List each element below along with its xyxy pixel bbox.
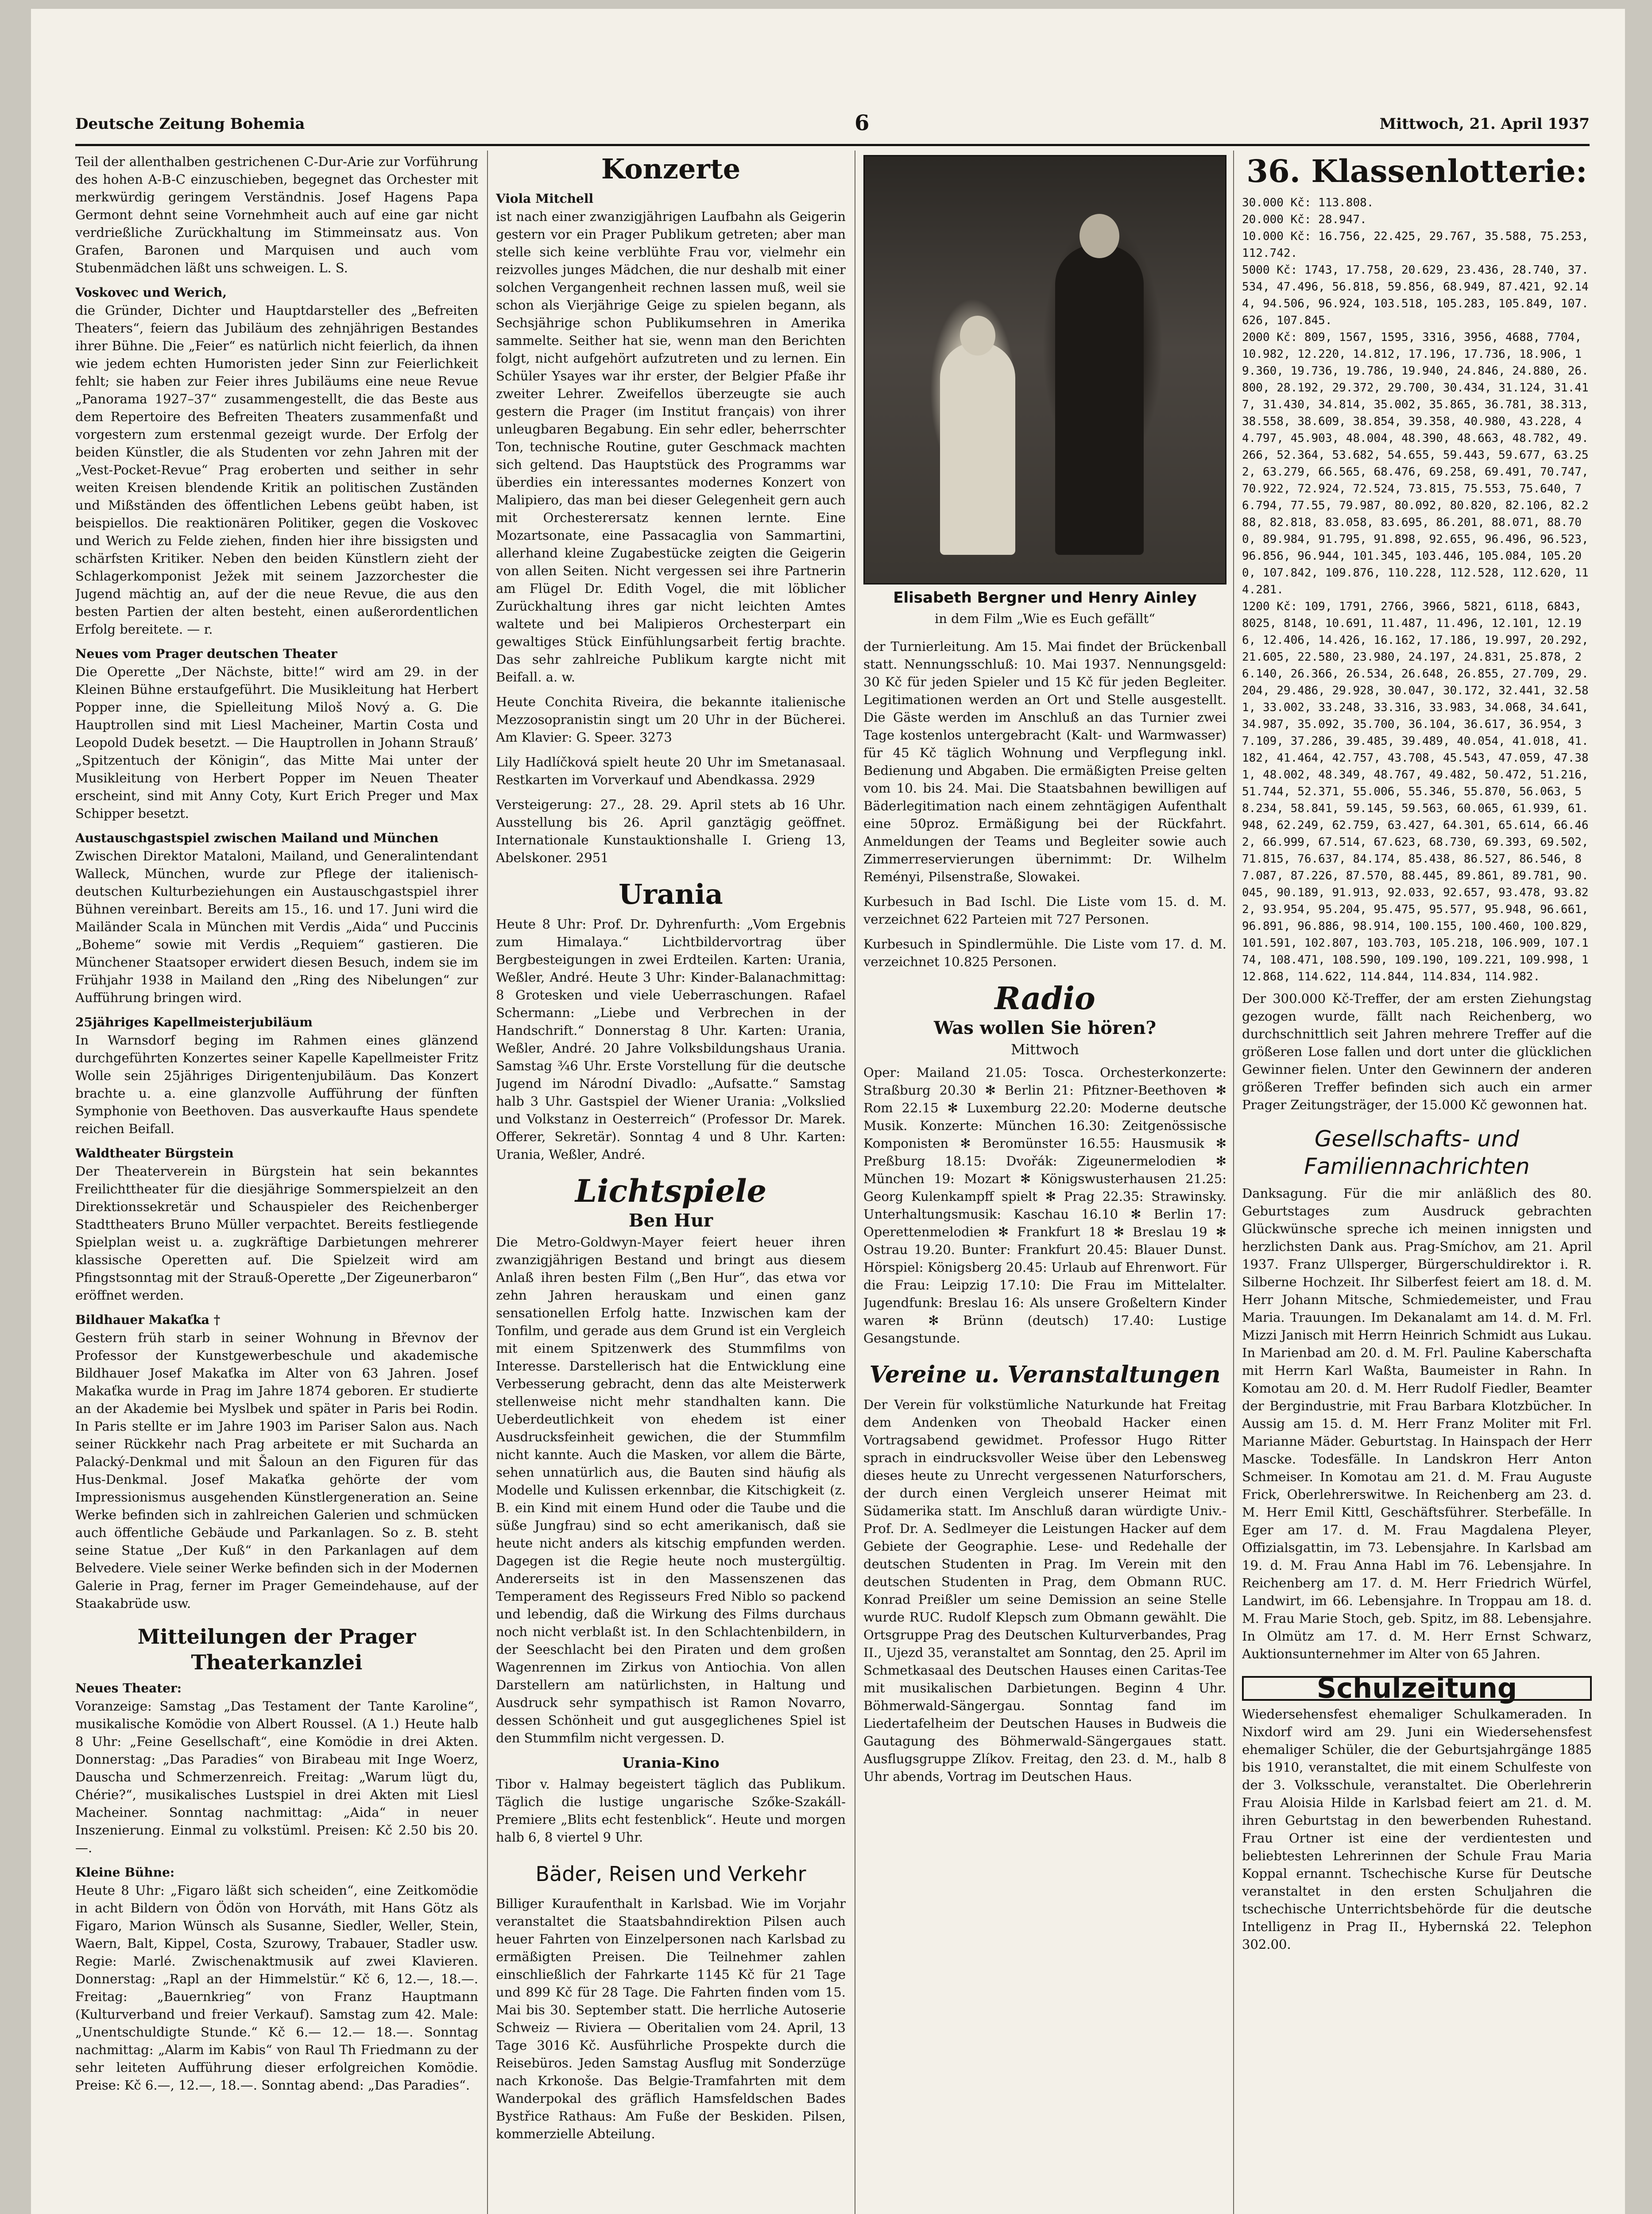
photo-caption: in dem Film „Wie es Euch gefällt“ <box>935 611 1155 626</box>
page-header <box>75 111 1590 142</box>
subsection-title: Neues Theater: <box>75 1681 182 1695</box>
radio-day: Mittwoch <box>1011 1041 1079 1058</box>
section-heading-radio: Radio <box>994 980 1095 1017</box>
article-title: Neues vom Prager deutschen Theater <box>75 646 337 661</box>
section-heading-konzerte: Konzerte <box>601 153 741 185</box>
article-title: Urania-Kino <box>622 1754 720 1771</box>
photo-figure <box>960 316 995 356</box>
article-title: Ben Hur <box>628 1210 713 1231</box>
issue-date: Mittwoch, 21. April 1937 <box>1379 115 1590 133</box>
article-body: Gestern früh starb in seiner Wohnung in Břevnov der Professor der Kunstgewerbeschule und akademische Bildhauer Josef Makaťka im Alter von 63 Jahren. Josef Makaťka wurde in Prag im Jahre 1874 geboren. Er studierte an der Akademie bei Myslbek und später in Paris bei Rodin. In Paris stellte er im Jahre 1903 im Pariser Salon aus. Nach seiner Rückkehr nach Prag arbeitete er mit Suchardа an Palacký-Denkmal und mit Šaloun an den Figuren für das Hus-Denkmal. Josef Makaťka gehörte der vom Impressionismus ausgehenden Künstlergeneration an. Seine Werke befinden sich in zahlreichen Galerien und schmücken auch öffentliche Gebäude und Parkanlagen. So z. B. steht seine Statue „Der Kuß“ in den Parkanlagen auf dem Belvedere. Viele seiner Werke befinden sich in der Modernen Galerie in Prag, ferner im Prager Gemeindehause, auf der Staakabrüde usw. <box>75 1330 478 1611</box>
lottery-note: Der 300.000 Kč-Treffer, der am ersten Ziehungstag gezogen wurde, fällt nach Reichenberg, wo durchschnittlich seit Jahren mehrere Treffer auf die größeren Lose fallen und dort unter die glücklichen Gewinner fielen. Unter den Gewinnern der anderen größeren Treffer befinden sich auch ein armer Prager Zeitungsträger, der 15.000 Kč gewonnen hat. <box>1242 991 1592 1112</box>
notice: Versteigerung: 27., 28. 29. April stets ab 16 Uhr. Ausstellung bis 26. April ganztägig geöffnet. Internationale Kunstauktionshalle I. Grieng 13, Abelskoner. 2951 <box>496 797 846 865</box>
photo-figure <box>1079 214 1119 258</box>
article-body: die Gründer, Dichter und Hauptdarsteller des „Befreiten Theaters“, feiern das Jubiläum des zehnjährigen Bestandes ihrer Bühne. Die „Feier“ es natürlich nicht feierlich, da ihnen wie jedem echten Humoristen jeder Sinn zur Feierlichkeit fehlt; sie haben zur Feier ihres Jubiläums eine neue Revue „Panorama 1927–37“ zusammengestellt, die das Beste aus dem Repertoire des Befreiten Theaters zusammenfaßt und vorgestern zum erstenmal gezeigt wurde. Der Erfolg der beiden Künstler, die als Studenten vor zehn Jahren mit der „Vest-Pocket-Revue“ Prag eroberten und seither in sehr weiten Kreisen blendende Kritik an politischen Zuständen und Mißständen des öffentlichen Lebens geübt haben, ist beispiellos. Die reaktionären Politiker, gegen die Voskovec und Werich zu Felde ziehen, finden hier ihre bissigsten und schärfsten Kritiker. Neben den beiden Künstlern zieht der Schlagerkomponist Ježek mit seinem Jazzorchester die Jugend mächtig an, auf der die neue Revue, die aus den besten Partien der alten besteht, einen außerordentlichen Erfolg bereitete. — r. <box>75 303 478 637</box>
article-title: 25jähriges Kapellmeisterjubiläum <box>75 1015 313 1030</box>
article-body: In Warnsdorf beging im Rahmen eines glänzend durchgeführten Konzertes seiner Kapelle Kapellmeister Fritz Wolle sein 25jähriges Dirigentenjubiläum. Das Konzert brachte u. a. eine glanzvolle Aufführung der fünften Symphonie von Beethoven. Das ausverkaufte Haus spendete reichen Beifall. <box>75 1033 478 1136</box>
article-body: Voranzeige: Samstag „Das Testament der Tante Karoline“, musikalische Komödie von Albert Roussel. (A 1.) Heute halb 8 Uhr: „Feine Gesellschaft“, eine Komödie in drei Akten. Donnerstag: „Das Paradies“ von Birabeau mit Inge Woerz, Dauscha und Schmerzenreich. Freitag: „Warum lügt du, Chérie?“, musikalisches Lustspiel in drei Akten mit Liesl Macheiner. Sonntag nachmittag: „Aida“ in neuer Inszenierung. Einmal zu volkstüml. Preisen: Kč 2.50 bis 20.—. <box>75 1699 478 1855</box>
section-heading-schulzeitung: Schulzeitung <box>1242 1676 1592 1701</box>
article-body: Zwischen Direktor Mataloni, Mailand, und Generalintendant Walleck, München, wurde zur Pflege der italienisch-deutschen Kulturbeziehungen ein Austauschgastspiel ihrer Bühnen vereinbart. Bereits am 15., 16. und 17. Juni wird die Mailänder Scala in München mit Verdis „Aida“ und Puccinis „Boheme“ sowie mit Verdis „Requiem“ gastieren. Die Münchener Staatsoper erwidert diesen Besuch, indem sie im Frühjahr 1938 in Mailand den „Ring des Nibelungen“ zur Aufführung bringen wird. <box>75 848 478 1005</box>
photo-caption-title: Elisabeth Bergner und Henry Ainley <box>893 589 1197 607</box>
section-heading-vereine: Vereine u. Veranstaltungen <box>869 1361 1221 1388</box>
film-still-photo <box>863 155 1226 584</box>
article-title: Viola Mitchell <box>496 191 594 206</box>
article-body: Heute 8 Uhr: Prof. Dr. Dyhrenfurth: „Vom Ergebnis zum Himalaya.“ Lichtbildervortrag über Bergbesteigungen in zwei Erdteilen. Karten: Urania, Weßler, André. Heute 3 Uhr: Kinder-Balanachmittag: 8 Grotesken und viele Ueberraschungen. Rafael Schermann: „Liebe und Verbrechen in der Handschrift.“ Donnerstag 8 Uhr. Karten: Urania, Weßler, André. 20 Jahre Volksbildungshaus Urania. Samstag ¾6 Uhr. Erste Vorstellung für die deutsche Jugend im Národní Divadlo: „Aufsatte.“ Samstag halb 3 Uhr. Gastspiel der Wiener Urania: „Volkslied und Volkstanz in Oesterreich“ (Professor Dr. Marek. Offerer, Sekretär). Sonntag 4 und 8 Uhr. Karten: Urania, Weßler, André. <box>496 917 846 1162</box>
section-heading-baeder: Bäder, Reisen und Verkehr <box>535 1862 806 1886</box>
article-title: Voskovec und Werich, <box>75 285 227 300</box>
article-body: ist nach einer zwanzigjährigen Laufbahn als Geigerin gestern vor ein Prager Publikum getreten; aber man stelle sich keine verblühte Frau vor, vielmehr ein reizvolles junges Mädchen, die nur deshalb mit einer solchen Vergangenheit rechnen lassen muß, weil sie schon als Vierjährige Geige zu spielen begann, als Sechsjährige schon Publikumsehren in Amerika sammelte. Seither hat sie, wenn man den Berichten folgt, nicht aufgehört aufzutreten und zu lernen. Ein Schüler Ysayes war ihr erster, der Belgier Pfaße ihr zweiter Lehrer. Zweifellos überzeugte sie auch gestern die Prager (im Institut français) von ihrer unleugbaren Begabung. Ein sehr edler, beherrschter Ton, technische Routine, guter Geschmack machten sich geltend. Das Hauptstück des Programms war überdies ein interessantes modernes Konzert von Malipiero, das man bei dieser Gelegenheit gern auch mit Orchesterersatz kennen lernte. Eine Mozartsonate, eine Passacaglia von Sammartini, allerhand kleine Zugabestücke zeigten die Geigerin von allen Seiten. Nicht vergessen sei ihre Partnerin am Flügel Dr. Edith Vogel, die mit löblicher Zurückhaltung ihres gar nicht leichten Amtes waltete und bei Malipieros Orchesterpart ein gewaltiges Stück Einfühlungsarbeit fertig brachte. Das sehr zahlreiche Publikum kargte nicht mit Beifall. a. w. <box>496 209 846 685</box>
lottery-line: 20.000 Kč: 28.947. <box>1242 213 1367 226</box>
column-divider <box>487 151 488 2214</box>
radio-subtitle: Was wollen Sie hören? <box>933 1018 1157 1038</box>
newspaper-name: Deutsche Zeitung Bohemia <box>75 115 305 133</box>
section-heading-urania: Urania <box>619 878 723 910</box>
lottery-line: 2000 Kč: 809, 1567, 1595, 3316, 3956, 4688, 7704, 10.982, 12.220, 14.812, 17.196, 17.736, 18.906, 19.360, 19.736, 19.786, 19.940, 24.846, 24.880, 26.800, 28.192, 29.372, 29.700, 30.434, 31.124, 31.417, 31.430, 34.814, 35.002, 35.865, 36.781, 38.313, 38.558, 38.609, 38.854, 39.358, 40.980, 43.228, 44.797, 45.903, 48.004, 48.390, 48.663, 48.782, 49.266, 52.364, 53.682, 54.655, 59.443, 59.677, 63.252, 63.279, 66.565, 68.476, 69.258, 69.491, 70.747, 70.922, 72.924, 72.524, 73.815, 75.553, 75.640, 76.794, 77.55, 79.987, 80.092, 80.820, 82.106, 82.288, 82.818, 83.058, 83.695, 86.201, 88.071, 88.700, 89.984, 91.795, 91.898, 92.655, 96.496, 96.523, 96.856, 96.944, 101.345, 103.446, 105.084, 105.200, 107.842, 109.876, 110.228, 112.528, 112.620, 114.281. <box>1242 331 1589 596</box>
header-rule <box>75 144 1590 146</box>
column-1 <box>75 153 478 2214</box>
page-number: 6 <box>855 111 870 135</box>
article-body: Der Verein für volkstümliche Naturkunde hat Freitag dem Andenken von Theobald Hacker einen Vortragsabend gewidmet. Professor Hugo Ritter sprach in eindrucksvoller Weise über den Lebensweg dieses heute zu Unrecht vergessenen Naturforschers, der durch einen Vergleich unserer Heimat mit Südamerika statt. Im Anschluß daran würdigte Univ.-Prof. Dr. A. Sedlmeyer die Leistungen Hacker auf dem Gebiete der Geographie. Lese- und Redehalle der deutschen Studenten in Prag. Im Verein mit den deutschen Studenten in Prag, dem Obmann RUC. Konrad Preißler um seine Demission an seine Stelle wurde RUC. Rudolf Klepsch zum Obmann gewählt. Die Ortsgruppe Prag des Deutschen Kulturverbandes, Prag II., Ujezd 35, veranstaltet am Sonntag, den 25. April im Schmetkasaal des Deutschen Hauses einen Caritas-Tee mit musikalischen Darbietungen. Beginn 4 Uhr. Böhmerwald-Sängergau. Sonntag fand im Liedertafelheim der Deutschen Hauses in Budweis die Gautagung des Böhmerwald-Sängergaues statt. Ausflugsgruppe Zlíkov. Freitag, den 23. d. M., halb 8 Uhr abends, Vortrag im Deutschen Haus. <box>863 1397 1226 1784</box>
notice: Kurbesuch in Bad Ischl. Die Liste vom 15. d. M. verzeichnet 622 Parteien mit 727 Personen. <box>863 894 1226 927</box>
radio-program: Oper: Mailand 21.05: Tosca. Orchesterkonzerte: Straßburg 20.30 ✻ Berlin 21: Pfitzner-Beethoven ✻ Rom 22.15 ✻ Luxemburg 22.20: Moderne deutsche Musik. Konzerte: München 16.30: Zeitgenössische Komponisten ✻ Beromünster 16.55: Hausmusik ✻ Preßburg 18.15: Dvořák: Zigeunermelodien ✻ München 19: Mozart ✻ Königswusterhausen 21.25: Georg Kulenkampff spielt ✻ Prag 22.35: Strawinsky. Unterhaltungsmusik: Kaschau 16.10 ✻ Berlin 17: Operettenmelodien ✻ Frankfurt 18 ✻ Breslau 19 ✻ Ostrau 19.20. Bunter: Frankfurt 20.45: Blauer Dunst. Hörspiel: Königsberg 20.45: Urlaub auf Ehrenwort. Für die Frau: Leipzig 17.10: Die Frau im Mittelalter. Jugendfunk: Breslau 16: Als unsere Großeltern Kinder waren ✻ Brünn (deutsch) 17.40: Lustige Gesangstunde. <box>863 1065 1226 1346</box>
column-2 <box>496 153 846 2214</box>
article-body: Heute 8 Uhr: „Figaro läßt sich scheiden“, eine Zeitkomödie in acht Bildern von Ödön von Horváth, mit Hans Götz als Figaro, Marion Wünsch als Susanne, Siedler, Weller, Stein, Waern, Balt, Kippel, Costa, Szurowy, Trabauer, Stadler usw. Regie: Marlé. Zwischenaktmusik auf zwei Klavieren. Donnerstag: „Rapl an der Himmelstür.“ Kč 6, 12.—, 18.—. Freitag: „Bauernkrieg“ von Franz Hauptmann (Kulturverband und freier Verkauf). Samstag zum 42. Male: „Unentschuldigte Stunde.“ Kč 6.— 12.— 18.—. Sonntag nachmittag: „Alarm im Kabis“ von Raul Th Friedmann zu der sehr leiteten Aufführung dieser erfolgreichen Komödie. Preise: Kč 6.—, 12.—, 18.—. Sonntag abend: „Das Paradies“. <box>75 1883 478 2093</box>
notice: Kurbesuch in Spindlermühle. Die Liste vom 17. d. M. verzeichnet 10.825 Personen. <box>863 937 1226 969</box>
article-body: Danksagung. Für die mir anläßlich des 80. Geburtstages zum Ausdruck gebrachten Glückwünsche spreche ich meinen innigsten und herzlichsten Dank aus. Prag-Smíchov, am 21. April 1937. Franz Ullsperger, Bürgerschuldirektor i. R. Silberne Hochzeit. Ihr Silberfest feiert am 18. d. M. Herr Johann Mitsche, Schmiedemeister, und Frau Maria. Trauungen. Im Dekanalamt am 14. d. M. Frl. Mizzi Janisch mit Herrn Heinrich Schmidt aus Lukau. In Marienbad am 20. d. M. Frl. Pauline Kaberschafta mit Herrn Karl Waßta, Baumeister in Rahn. In Komotau am 20. d. M. Herr Rudolf Fiedler, Beamter der Bergindustrie, mit Frau Barbara Klotzbücher. In Aussig am 15. d. M. Herr Franz Moliter mit Frl. Marianne Mäder. Geburtstag. In Hainspach der Herr Mascke. Todesfälle. In Landskron Herr Anton Schmeiser. In Komotau am 21. d. M. Frau Auguste Frick, Oberlehrerswitwe. In Reichenberg am 23. d. M. Herr Emil Kittl, Geschäftsführer. Sterbefälle. In Eger am 17. d. M. Frau Magdalena Pleyer, Offizialsgattin, im 73. Lebensjahre. In Karlsbad am 19. d. M. Frau Anna Habl im 76. Lebensjahre. In Reichenberg am 17. d. M. Herr Friedrich Würfel, Landwirt, im 66. Lebensjahre. In Troppau am 18. d. M. Frau Marie Stoch, geb. Spitz, im 88. Lebensjahre. In Olmütz am 17. d. M. Herr Ernst Schwarz, Auktionsunternehmer im Alter von 65 Jahren. <box>1242 1186 1592 1661</box>
column-4 <box>1242 153 1592 2214</box>
article-body: Die Metro-Goldwyn-Mayer feiert heuer ihren zwanzigjährigen Bestand und bringt aus diesem Anlaß ihren besten Film („Ben Hur“, das etwa vor zehn Jahren herauskam und einen ganz sensationellen Erfolg hatte. Inzwischen kam der Tonfilm, und gerade aus dem Grund ist ein Vergleich mit einem Spitzenwerk des Stummfilms von Interesse. Darstellerisch hat die Entwicklung eine Verbesserung gebracht, denn das alte Meisterwerk stellenweise nicht mehr standhalten kann. Die Ueberdeutlichkeit von ehedem ist einer Ausdrucksfeinheit gewichen, die der Stummfilm nicht kannte. Auch die Masken, vor allem die Bärte, sehen unnatürlich aus, die Bauten sind häufig als Modelle und Kulissen erkennbar, die Kitschigkeit (z. B. ein Kind mit einem Hund oder die Taube und die süße Jungfrau) sind so echt amerikanisch, daß sie heute nicht anders als kitschig empfunden werden. Dagegen ist die Regie heute noch mustergültig. Andererseits ist in den Massenszenen das Temperament des Regisseurs Fred Niblo so packend und lebendig, daß die Wirkung des Films durchaus noch nicht verblaßt ist. In den Schlachtenbildern, in der Seeschlacht bei den Piraten und dem großen Wagenrennen im Zirkus von Antiochia. Von allen Darstellern am natürlichsten, in Haltung und Ausdruck sehr sympathisch ist Ramon Novarro, dessen Schönheit und gut ausgeglichenes Spiel ist den Stummfilm nicht vergessen. D. <box>496 1235 846 1746</box>
article-body: Die Operette „Der Nächste, bitte!“ wird am 29. in der Kleinen Bühne erstaufgeführt. Die Musikleitung hat Herbert Popper inne, die Spielleitung Miloš Nový a. G. Die Hauptrollen sind mit Liesl Macheiner, Martin Costa und Leopold Dudek besetzt. — Die Hauptrollen in Johann Strauß’ „Spitzentuch der Königin“, das Mitte Mai unter der Musikleitung von Herbert Popper im Neuen Theater erscheint, sind mit Anny Coty, Kurt Erich Preger und Max Schipper besetzt. <box>75 664 478 821</box>
notice: Lily Hadlíčková spielt heute 20 Uhr im Smetanasaal. Restkarten im Vorverkauf und Abendkassa. 2929 <box>496 755 846 787</box>
lottery-line: 5000 Kč: 1743, 17.758, 20.629, 23.436, 28.740, 37.534, 47.496, 56.818, 59.856, 68.949, 87.421, 92.144, 94.506, 96.924, 103.518, 105.283, 105.849, 107.626, 107.845. <box>1242 263 1589 327</box>
photo-figure <box>940 342 1015 555</box>
section-heading-lichtspiele: Lichtspiele <box>575 1173 767 1209</box>
article-body: der Turnierleitung. Am 15. Mai findet der Brückenball statt. Nennungsschluß: 10. Mai 1937. Nennungsgeld: 30 Kč für jeden Spieler und 15 Kč für jeden Begleiter. Legitimationen werden an Ort und Stelle ausgestellt. Die Gäste werden im Anschluß an das Turnier zwei Tage kostenlos untergebracht (Kalt- und Warmwasser) für 45 Kč täglich Wohnung und Verpflegung inkl. Bedienung und Abgaben. Die ermäßigten Preise gelten vom 10. bis 24. Mai. Die Staatsbahnen bewilligen auf Bäderlegitimation nach einem zehntägigen Aufenthalt eine 50proz. Ermäßigung bei der Rückfahrt. Anmeldungen der Teams und Begleiter sowie auch Zimmerreservierungen übernimmt: Dr. Wilhelm Reményi, Pilsenstraße, Slowakei. <box>863 639 1226 884</box>
notice: Heute Conchita Riveira, die bekannte italienische Mezzosopranistin singt um 20 Uhr in der Bücherei. Am Klavier: G. Speer. 3273 <box>496 694 846 745</box>
column-3 <box>863 638 1226 2214</box>
lottery-line: 10.000 Kč: 16.756, 22.425, 29.767, 35.588, 75.253, 112.742. <box>1242 230 1589 260</box>
article-body: Der Theaterverein in Bürgstein hat sein bekanntes Freilichttheater für die diesjährige Sommerspielzeit an den Direktionssekretär und Schauspieler des Reichenberger Stadttheaters Bruno Müller verpachtet. Bereits festliegende Spielplan weist u. a. zugkräftige Darbietungen mehrerer klassische Operetten auf. Die Spielzeit wird am Pfingstsonntag mit der Strauß-Operette „Der Zigeunerbaron“ eröffnet werden. <box>75 1164 478 1303</box>
lottery-heading: 36. Klassenlotterie: <box>1246 153 1587 190</box>
section-heading: Mitteilungen der Prager Theaterkanzlei <box>137 1625 416 1674</box>
article-title: Bildhauer Makaťka † <box>75 1312 221 1327</box>
column-divider <box>1233 151 1234 2214</box>
article-body: Tibor v. Halmay begeistert täglich das Publikum. Täglich die lustige ungarische Szőke-Szakáll-Premiere „Blits echt festenblick“. Heute und morgen halb 6, 8 viertel 9 Uhr. <box>496 1777 846 1845</box>
article-body: Billiger Kuraufenthalt in Karlsbad. Wie im Vorjahr veranstaltet die Staatsbahndirektion Pilsen auch heuer Fahrten von Einzelpersonen nach Karlsbad zu ermäßigten Preisen. Die Teilnehmer zahlen einschließlich der Fahrkarte 1145 Kč für 21 Tage und 899 Kč für 28 Tage. Die Fahrten finden vom 15. Mai bis 30. September statt. Die herrliche Autoserie Schweiz — Riviera — Oberitalien vom 24. April, 13 Tage 3016 Kč. Ausführliche Prospekte durch die Reisebüros. Jeden Samstag Ausflug mit Sonderzüge nach Krkonoše. Das Belgie-Tramfahrten mit dem Wanderpokal des gräflich Hamsfeldschen Bades Bystřice Rathaus: Am Fuße der Beskiden. Pilsen, kommerzielle Abteilung. <box>496 1896 846 2141</box>
article-title: Waldtheater Bürgstein <box>75 1146 234 1161</box>
section-heading-familie: Gesellschafts- und Familiennachrichten <box>1304 1126 1530 1179</box>
article-continuation: Teil der allenthalben gestrichenen C-Dur-Arie zur Vorführung des hohen A-B-C einzuschieben, begegnet das Orchester mit merkwürdig geringem Verständnis. Josef Hagens Papa Germont dehnt seine Vornehmheit auch auf eine gar nicht verdrießliche Zurückhaltung im Stimmeinsatz aus. Von Grafen, Baronen und Marquisen und auch vom Stubenmädchen läßt uns schweigen. L. S. <box>75 154 478 275</box>
subsection-title: Kleine Bühne: <box>75 1865 175 1880</box>
lottery-line: 1200 Kč: 109, 1791, 2766, 3966, 5821, 6118, 6843, 8025, 8148, 10.691, 11.487, 11.496, 12.101, 12.196, 12.406, 14.426, 16.162, 17.186, 19.997, 20.292, 21.605, 22.580, 23.980, 24.197, 24.831, 25.878, 26.140, 26.366, 26.534, 26.648, 26.855, 27.709, 29.204, 29.486, 29.928, 30.047, 30.172, 32.441, 32.581, 33.002, 33.248, 33.316, 33.983, 34.068, 34.641, 34.987, 35.092, 35.700, 36.104, 36.617, 36.954, 37.109, 37.286, 39.485, 39.489, 40.054, 41.018, 41.182, 41.464, 42.757, 43.708, 45.543, 47.059, 47.381, 48.002, 48.349, 48.767, 49.482, 50.472, 51.216, 51.744, 52.371, 55.006, 55.346, 55.870, 56.063, 58.234, 58.841, 59.145, 59.563, 60.065, 61.939, 61.948, 62.249, 62.759, 63.427, 64.301, 65.614, 66.462, 66.999, 67.514, 67.623, 68.730, 69.393, 69.502, 71.815, 76.637, 84.174, 85.438, 86.527, 86.546, 87.087, 87.226, 87.570, 88.445, 89.861, 89.781, 90.045, 90.189, 91.913, 92.033, 92.657, 93.478, 93.822, 93.954, 95.204, 95.475, 95.577, 95.948, 96.661, 96.891, 96.886, 98.914, 100.155, 100.460, 100.829, 101.591, 102.807, 103.703, 105.218, 106.909, 107.174, 108.471, 108.590, 109.190, 109.221, 109.998, 112.868, 114.622, 114.844, 114.834, 114.982. <box>1242 600 1589 983</box>
newspaper-page <box>31 9 1625 2214</box>
article-body: Wiedersehensfest ehemaliger Schulkameraden. In Nixdorf wird am 29. Juni ein Wiedersehensfest ehemaliger Schüler, die der Geburtsjahrgänge 1885 bis 1910, veranstaltet, die mit einem Schulfeste von der 3. Volksschule, veranstaltet. Die Oberlehrerin Frau Aloisia Hilde in Karlsbad feiert am 21. d. M. ihren Geburtstag in den bewerbenden Ruhestand. Frau Ortner ist eine der verdientesten und beliebtesten Lehrerinnen der Schule Frau Maria Koppal ernannt. Tschechische Kurse für Deutsche veranstaltet in den ersten Schuljahren die tschechische Unterrichtsbehörde für die deutsche Intelligenz in Prag II., Hybernská 22. Telephon 302.00. <box>1242 1707 1592 1952</box>
photo-figure <box>1055 245 1144 555</box>
article-title: Austauschgastspiel zwischen Mailand und München <box>75 831 439 845</box>
lottery-line: 30.000 Kč: 113.808. <box>1242 196 1374 209</box>
